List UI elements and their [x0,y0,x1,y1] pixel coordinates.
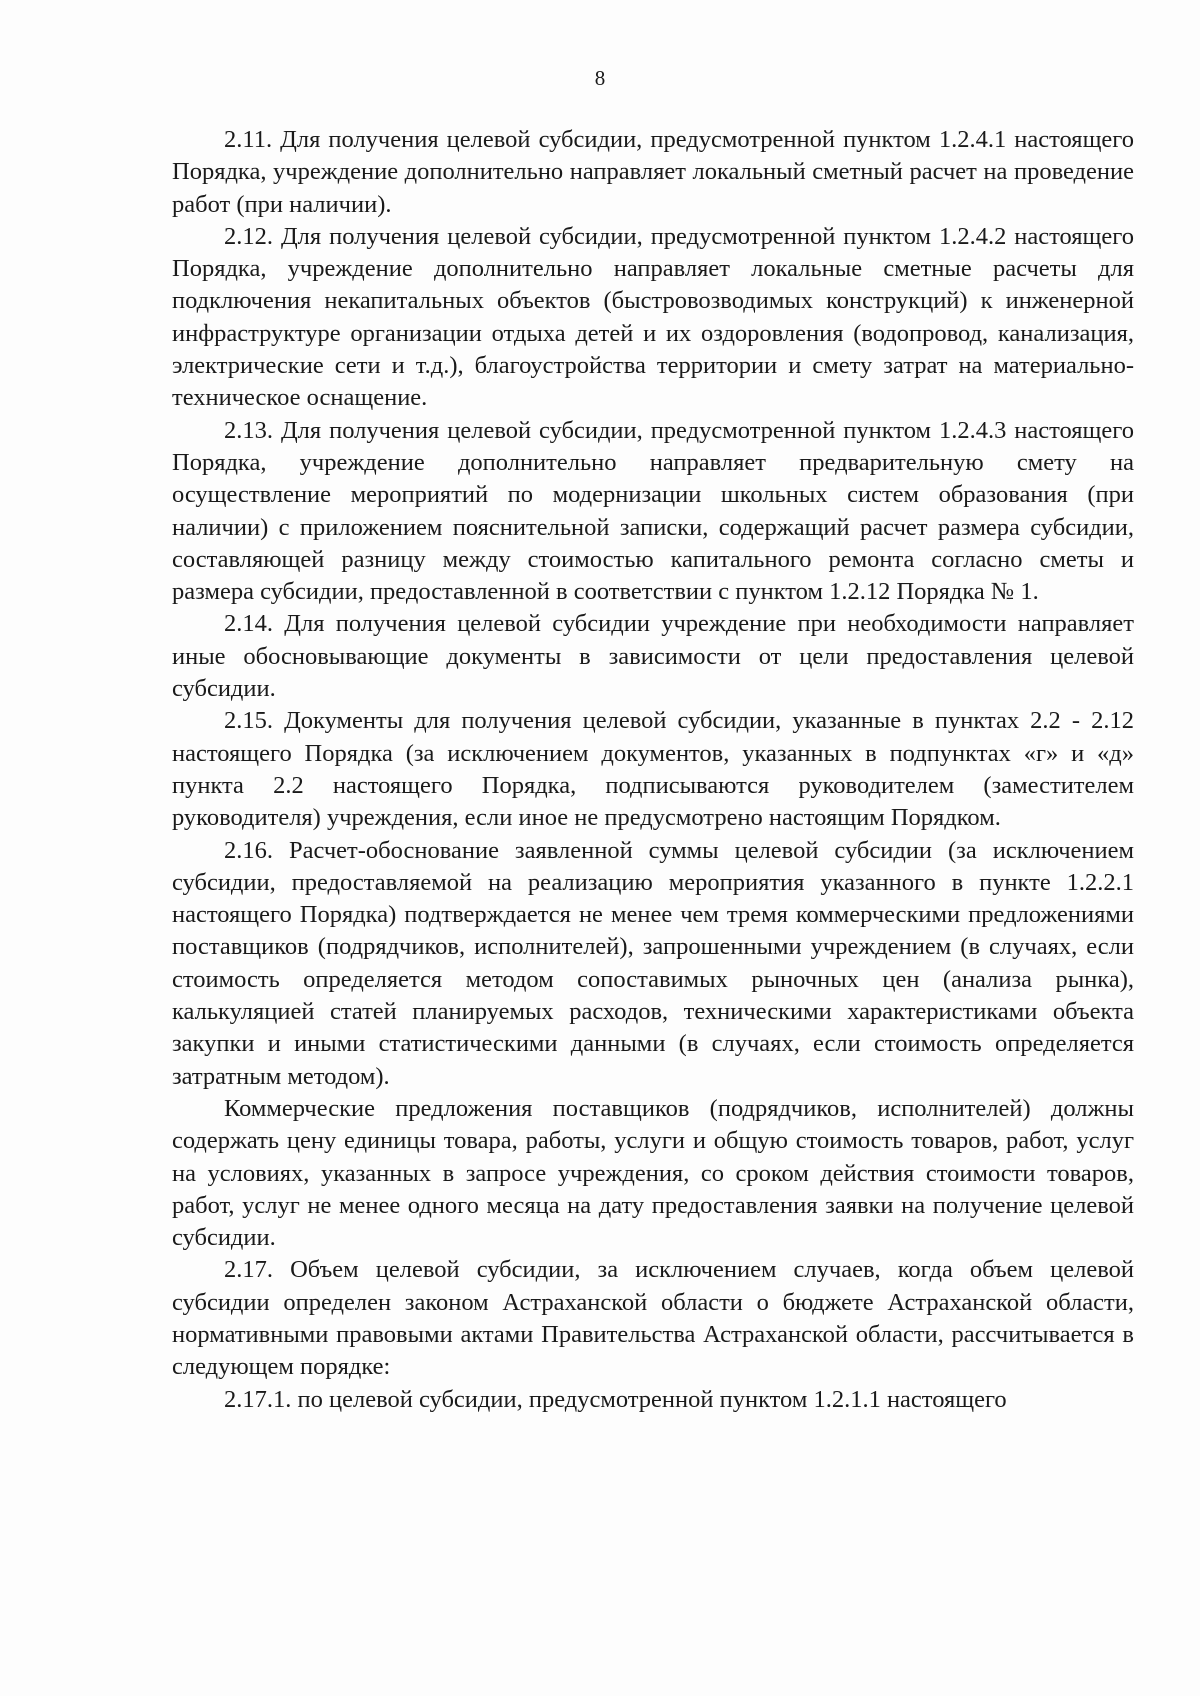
paragraph-2-11: 2.11. Для получения целевой субсидии, предусмотренной пунктом 1.2.4.1 настоящего Порядка, учреждение дополнительно направляет локальный сметный расчет на проведение работ (при наличии). [172,126,1134,218]
paragraph-2-17: 2.17. Объем целевой субсидии, за исключением случаев, когда объем целевой субсидии определен законом Астраханской области о бюджете Астраханской области, нормативными правовыми актами Правительства Астраханской области, рассчитывается в следующем порядке: [172,1256,1134,1381]
paragraph-commercial-offers: Коммерческие предложения поставщиков (подрядчиков, исполнителей) должны содержать цену единицы товара, работы, услуги и общую стоимость товаров, работ, услуг на условиях, указанных в запросе учреждения, со сроком действия стоимости товаров, работ, услуг не менее одного месяца на дату предоставления заявки на получение целевой субсидии. [172,1094,1134,1252]
paragraph-2-14: 2.14. Для получения целевой субсидии учреждение при необходимости направляет иные обосновывающие документы в зависимости от цели предоставления целевой субсидии. [172,610,1134,703]
paragraph-2-13: 2.13. Для получения целевой субсидии, предусмотренной пунктом 1.2.4.3 настоящего Порядка, учреждение дополнительно направляет предварительную смету на осуществление мероприятий по модернизации школьных систем образования (при наличии) с приложением пояснительной записки, содержащий расчет размера субсидии, составляющей разницу между стоимостью капитального ремонта согласно сметы и размера субсидии, предоставленной в соответствии с пунктом 1.2.12 Порядка № 1. [172,416,1134,606]
paragraph-2-12: 2.12. Для получения целевой субсидии, предусмотренной пунктом 1.2.4.2 настоящего Порядка, учреждение дополнительно направляет локальные сметные расчеты для подключения некапитальных объектов (быстровозводимых конструкций) к инженерной инфраструктуре организации отдыха детей и их оздоровления (водопровод, канализация, электрические сети и т.д.), благоустройства территории и смету затрат на материально-техническое оснащение. [172,222,1134,412]
paragraph-2-17-1: 2.17.1. по целевой субсидии, предусмотренной пунктом 1.2.1.1 настоящего [224,1385,1007,1413]
paragraph-2-15: 2.15. Документы для получения целевой субсидии, указанные в пунктах 2.2 - 2.12 настоящего Порядка (за исключением документов, указанных в подпунктах «г» и «д» пункта 2.2 настоящего Порядка, подписываются руководителем (заместителем руководителя) учреждения, если иное не предусмотрено настоящим Порядком. [172,707,1134,832]
paragraph-2-16: 2.16. Расчет-обоснование заявленной суммы целевой субсидии (за исключением субсидии, предоставляемой на реализацию мероприятия указанного в пункте 1.2.2.1 настоящего Порядка) подтверждается не менее чем тремя коммерческими предложениями поставщиков (подрядчиков, исполнителей), запрошенными учреждением (в случаях, если стоимость определяется методом сопоставимых рыночных цен (анализа рынка), калькуляцией статей планируемых расходов, техническими характеристиками объекта закупки и иными статистическими данными (в случаях, если стоимость определяется затратным методом). [172,836,1134,1090]
document-body [172,124,1134,1416]
page-number: 8 [594,66,606,90]
